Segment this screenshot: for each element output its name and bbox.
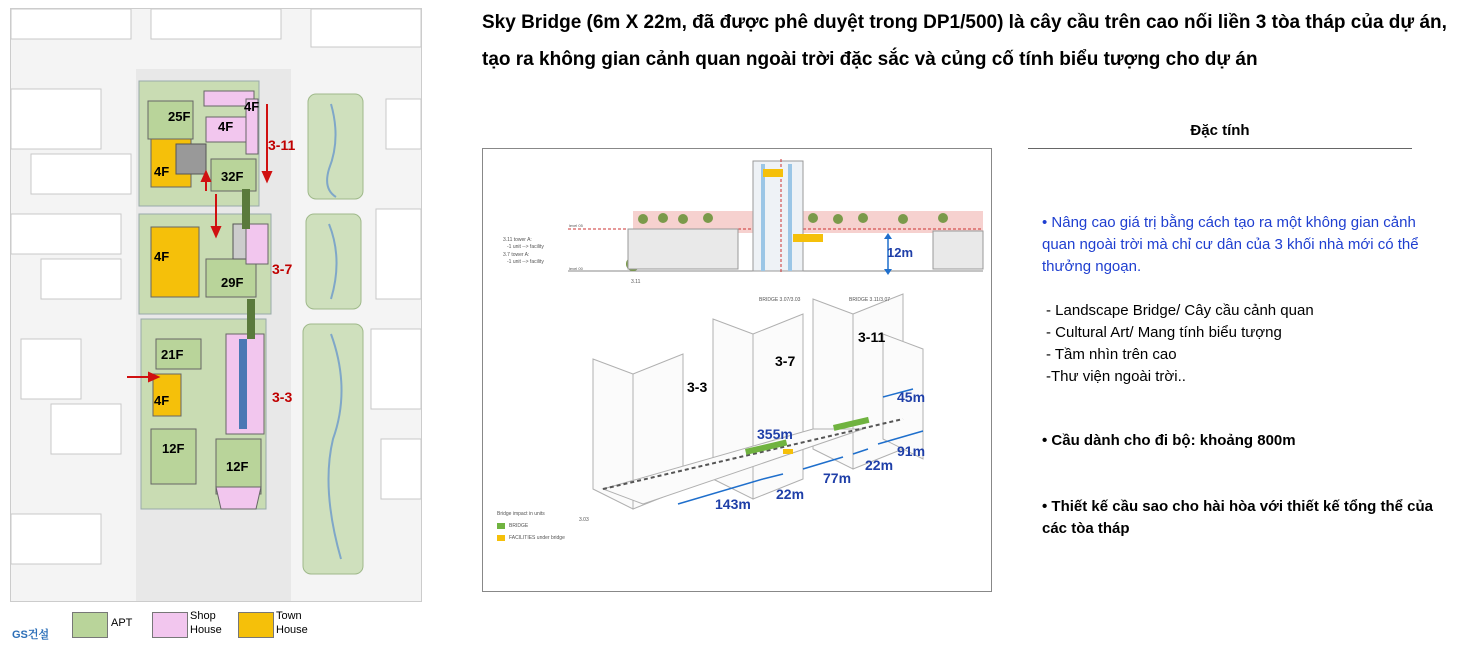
tower-note: 3.7 tower A: [503,252,530,258]
zone-small-label: 3.03 [579,517,589,523]
feature-highlight: • Nâng cao giá trị bằng cách tạo ra một không gian cảnh quan ngoài trời mà chỉ cư dân của 3 khối nhà mới có thể thưởng ngoạn. [1042,214,1419,275]
site-plan-drawing [11,9,421,601]
dimension-355m: 355m [757,426,793,442]
block-label-4f: 4F [218,119,234,134]
level-label: level 05 [569,223,583,228]
zone-label-3-11: 3-11 [858,329,886,345]
block-label-12f: 12F [226,459,249,474]
dimension-22m: 22m [865,457,894,473]
dimension-45m: 45m [897,389,926,405]
legend-label-town-house-2: House [276,624,308,636]
level-label: level 00 [569,266,583,271]
list-item: - Cultural Art/ Mang tính biểu tượng [1046,324,1282,341]
bridge-legend-item: BRIDGE [509,523,529,529]
zone-label-3-7: 3-7 [272,261,293,277]
legend-swatch-shop-house [152,612,188,638]
tower-note: 3.11 tower A: [503,237,532,243]
feature-design: • Thiết kế cầu sao cho hài hòa với thiết kế tổng thể của các tòa tháp [1042,498,1433,537]
zone-label-3-3: 3-3 [272,389,293,405]
block-label-25f: 25F [168,109,191,124]
list-item: - Tầm nhìn trên cao [1046,346,1177,363]
tower-note: -1 unit --> facility [507,259,544,265]
company-logo: GS건설 [12,629,50,641]
tower-note: -1 unit --> facility [507,244,544,250]
legend-swatch-apt [72,612,108,638]
bridge-diagram-drawing [483,149,991,591]
bridge-label: BRIDGE 3.11/3.07 [849,297,891,303]
site-plan [10,8,422,602]
block-label-4f: 4F [154,393,170,408]
legend-label-town-house-1: Town [276,610,302,622]
page-title: Sky Bridge (6m X 22m, đã được phê duyệt trong DP1/500) là cây cầu trên cao nối liền 3 tòa tháp của dự án, tạo ra không gian cảnh quan ngoài trời đặc sắc và củng cố tính biểu tượng cho dự án [482,12,1447,70]
feature-walkway: • Cầu dành cho đi bộ: khoảng 800m [1042,432,1296,449]
bridge-label: BRIDGE 3.07/3.03 [759,297,801,303]
bridge-legend-title: Bridge impact in units [497,511,545,517]
bridge-diagram [482,148,992,592]
legend-label-shop-house-1: Shop [190,610,216,622]
dimension-91m: 91m [897,443,926,459]
bridge-legend-item: FACILITIES under bridge [509,535,565,541]
features-heading: Đặc tính [1190,122,1250,139]
features-divider [1028,148,1412,149]
legend-swatch-town-house [238,612,274,638]
block-label-12f: 12F [162,441,185,456]
block-label-4f: 4F [154,249,170,264]
legend-label-apt: APT [111,617,133,629]
zone-label-3-11: 3-11 [268,137,296,153]
zone-label-3-3: 3-3 [687,379,708,395]
dimension-12m: 12m [887,245,914,260]
feature-list [1046,300,1456,388]
zone-small-label: 3.11 [631,279,641,285]
block-label-4f: 4F [244,99,260,114]
dimension-143m: 143m [715,496,751,512]
legend-label-shop-house-2: House [190,624,222,636]
block-label-29f: 29F [221,275,244,290]
dimension-22m: 22m [776,486,805,502]
dimension-77m: 77m [823,470,852,486]
block-label-32f: 32F [221,169,244,184]
list-item: -Thư viện ngoài trời.. [1046,368,1186,385]
block-label-21f: 21F [161,347,184,362]
block-label-4f: 4F [154,164,170,179]
list-item: - Landscape Bridge/ Cây cầu cảnh quan [1046,302,1314,319]
zone-label-3-7: 3-7 [775,353,796,369]
